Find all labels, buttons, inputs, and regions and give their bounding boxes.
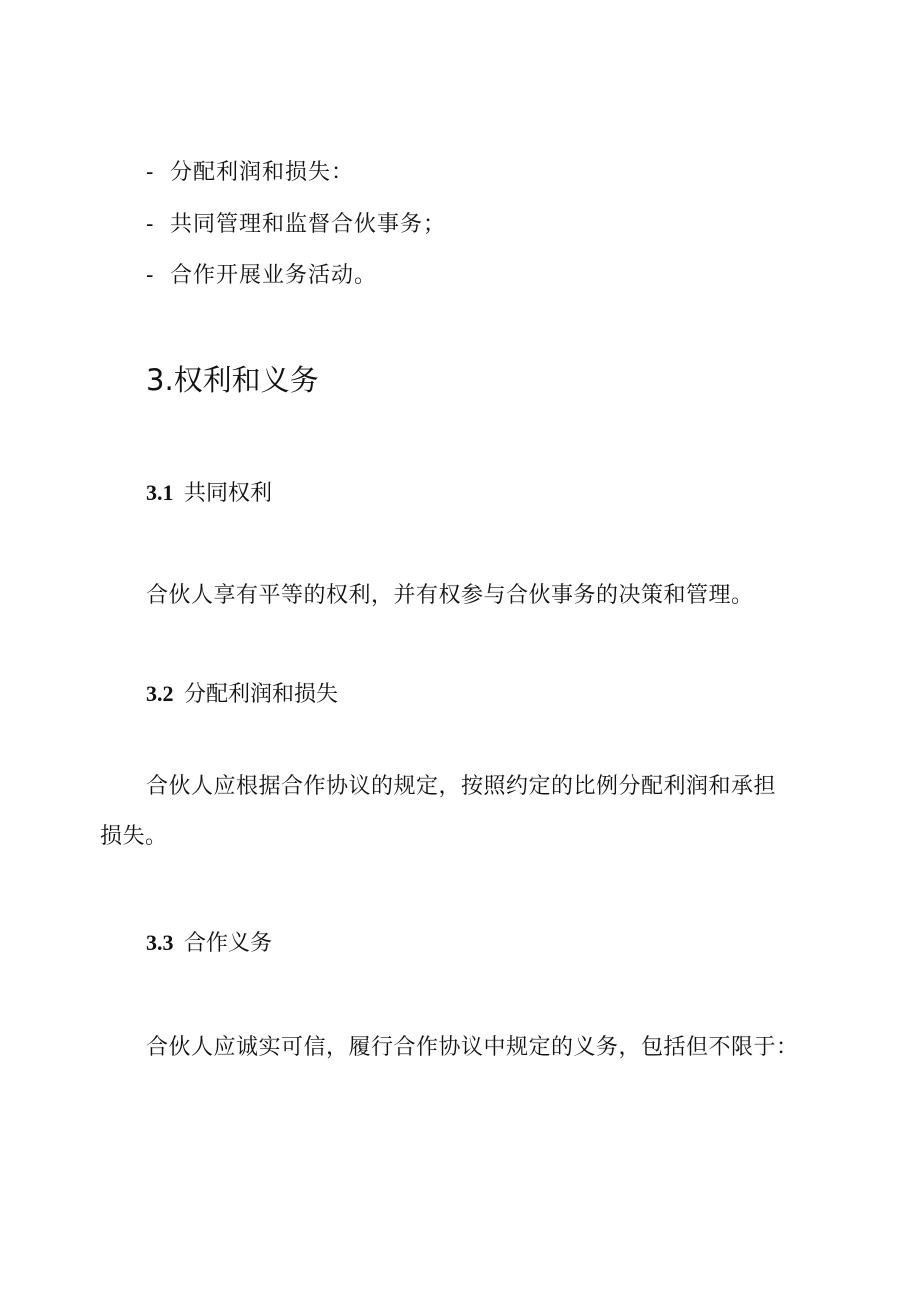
- subsection-title: 合作义务: [184, 931, 273, 956]
- subsection-number: 3.1: [146, 480, 174, 505]
- bullet-text: 分配利润和损失：: [170, 160, 355, 185]
- paragraph-line: 损失。: [100, 824, 168, 849]
- paragraph: 合伙人应诚实可信，履行合作协议中规定的义务，包括但不限于：: [146, 1035, 799, 1060]
- bullet-item: [146, 162, 354, 184]
- subsection-number: 3.2: [146, 681, 174, 706]
- subsection-heading: [146, 482, 272, 505]
- bullet-text: 合作开展业务活动。: [170, 263, 378, 288]
- paragraph: 合伙人享有平等的权利，并有权参与合伙事务的决策和管理。: [146, 583, 754, 608]
- bullet-dash: -: [146, 212, 155, 237]
- section-heading: 3.权利和义务: [146, 363, 319, 397]
- paragraph-line: 合伙人应根据合作协议的规定，按照约定的比例分配利润和承担: [146, 774, 777, 799]
- bullet-item: [146, 265, 377, 287]
- bullet-dash: -: [146, 263, 155, 288]
- subsection-title: 分配利润和损失: [184, 682, 339, 707]
- bullet-dash: -: [146, 160, 155, 185]
- subsection-number: 3.3: [146, 930, 174, 955]
- subsection-heading: [146, 683, 338, 706]
- bullet-item: [146, 214, 446, 236]
- subsection-title: 共同权利: [184, 481, 273, 506]
- bullet-text: 共同管理和监督合伙事务；: [170, 212, 447, 237]
- subsection-heading: [146, 932, 272, 955]
